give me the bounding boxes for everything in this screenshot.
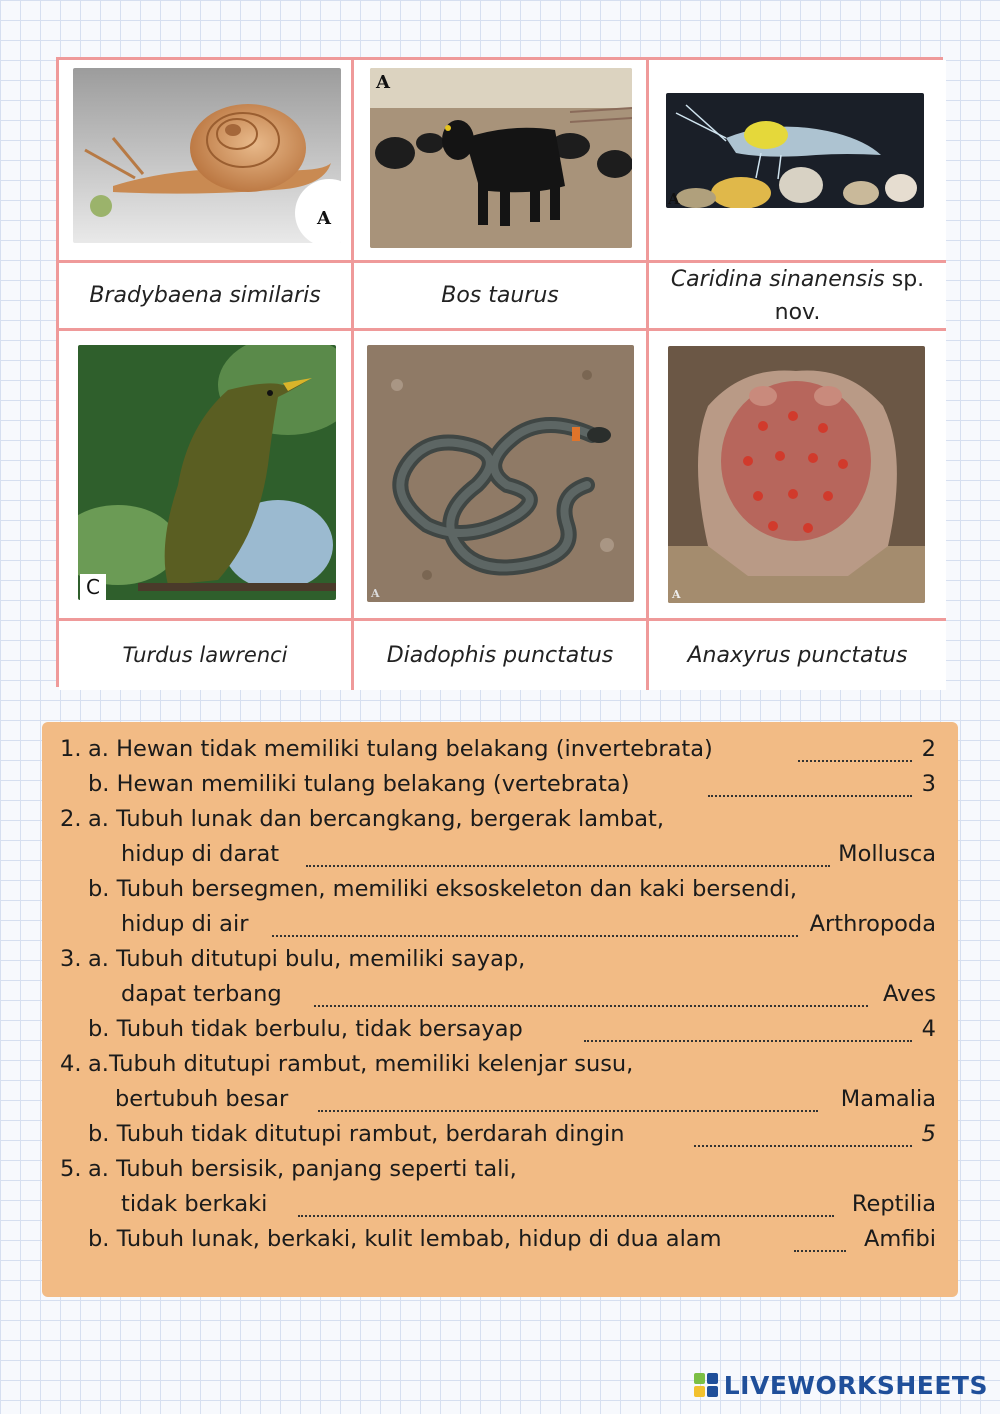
key-result: Arthropoda (809, 911, 936, 937)
species-table (56, 57, 943, 687)
species-name-suffix: sp. nov. (774, 266, 925, 325)
key-number: 1. (60, 736, 82, 762)
photo-label: A (376, 72, 390, 93)
key-text: b. Tubuh tidak ditutupi rambut, berdarah dingin (88, 1121, 625, 1147)
key-number: 2. (60, 806, 82, 832)
key-text: b. Tubuh lunak, berkaki, kulit lembab, hidup di dua alam (88, 1226, 722, 1252)
key-result: Aves (883, 981, 936, 1007)
key-row (42, 1191, 958, 1227)
dotted-leader (584, 1040, 912, 1042)
species-name: Anaxyrus punctatus (687, 643, 908, 668)
key-row (42, 946, 958, 982)
photo-label: A (317, 208, 331, 229)
key-number: 5. (60, 1156, 82, 1182)
snake-image (367, 345, 634, 602)
bird-photo (78, 345, 336, 600)
logo-mark-icon (694, 1373, 718, 1397)
key-text: a.Tubuh ditutupi rambut, memiliki kelenjar susu, (88, 1051, 634, 1077)
photo-cell-snake (354, 331, 649, 621)
species-name-cell (59, 263, 354, 331)
shrimp-image (666, 93, 924, 208)
key-number: 3. (60, 946, 82, 972)
key-result: 4 (921, 1016, 936, 1042)
logo-text: LIVEWORKSHEETS (723, 1370, 988, 1400)
species-name-cell (354, 621, 649, 690)
key-result: Mollusca (838, 841, 936, 867)
photo-cell-bird (59, 331, 354, 621)
key-row (42, 806, 958, 842)
photo-cell-toad (649, 331, 946, 621)
key-text: a. Hewan tidak memiliki tulang belakang (invertebrata) (88, 736, 713, 762)
shrimp-photo (666, 93, 924, 208)
species-name: Caridina sinanensis (670, 266, 885, 292)
key-result: 5 (921, 1121, 936, 1147)
photo-cell-shrimp (649, 60, 946, 263)
photo-cell-cow (354, 60, 649, 263)
key-text: b. Tubuh tidak berbulu, tidak bersayap (88, 1016, 523, 1042)
key-text: b. Tubuh bersegmen, memiliki eksoskeleton dan kaki bersendi, (88, 876, 798, 902)
cow-image (370, 68, 632, 248)
key-text: tidak berkaki (121, 1191, 268, 1217)
dotted-leader (272, 935, 798, 937)
key-text: a. Tubuh bersisik, panjang seperti tali, (88, 1156, 517, 1182)
species-name-cell (649, 621, 946, 690)
key-text: a. Tubuh lunak dan bercangkang, bergerak lambat, (88, 806, 665, 832)
key-row (42, 1226, 958, 1262)
cow-photo (370, 68, 632, 248)
snail-image (73, 68, 341, 243)
species-name: Bos taurus (441, 283, 559, 308)
dotted-leader (708, 795, 912, 797)
key-row (42, 876, 958, 912)
photo-label: A (371, 587, 380, 600)
photo-label: A (672, 588, 681, 601)
bird-image (78, 345, 336, 600)
species-name-cell (354, 263, 649, 331)
snake-photo (367, 345, 634, 602)
dotted-leader (318, 1110, 818, 1112)
key-result: 2 (921, 736, 936, 762)
key-row (42, 771, 958, 807)
key-result: 3 (921, 771, 936, 797)
key-row (42, 1051, 958, 1087)
photo-cell-snail (59, 60, 354, 263)
snail-photo (73, 68, 341, 243)
key-row (42, 736, 958, 772)
key-row (42, 1156, 958, 1192)
species-name-cell (59, 621, 354, 690)
key-row (42, 981, 958, 1017)
key-result: Mamalia (840, 1086, 936, 1112)
key-row (42, 911, 958, 947)
liveworksheets-logo[interactable] (694, 1370, 988, 1400)
dotted-leader (306, 865, 830, 867)
key-text: bertubuh besar (115, 1086, 289, 1112)
species-name: Turdus lawrenci (122, 642, 288, 667)
key-text: hidup di darat (121, 841, 280, 867)
dotted-leader (694, 1145, 912, 1147)
photo-label: A (668, 190, 680, 208)
key-result: Reptilia (851, 1191, 936, 1217)
dotted-leader (798, 760, 912, 762)
species-name: Diadophis punctatus (386, 643, 614, 668)
identification-key (42, 722, 958, 1297)
dotted-leader (794, 1250, 846, 1252)
key-row (42, 841, 958, 877)
key-text: b. Hewan memiliki tulang belakang (vertebrata) (88, 771, 630, 797)
key-text: a. Tubuh ditutupi bulu, memiliki sayap, (88, 946, 526, 972)
toad-photo (668, 346, 925, 603)
key-row (42, 1086, 958, 1122)
key-text: dapat terbang (121, 981, 282, 1007)
key-result: Amfibi (863, 1226, 936, 1252)
species-name: Bradybaena similaris (89, 283, 321, 308)
key-row (42, 1121, 958, 1157)
key-text: hidup di air (121, 911, 249, 937)
key-number: 4. (60, 1051, 82, 1077)
dotted-leader (314, 1005, 868, 1007)
dotted-leader (298, 1215, 834, 1217)
species-name-cell (649, 263, 946, 331)
key-row (42, 1016, 958, 1052)
photo-label: C (80, 574, 106, 600)
toad-image (668, 346, 925, 603)
